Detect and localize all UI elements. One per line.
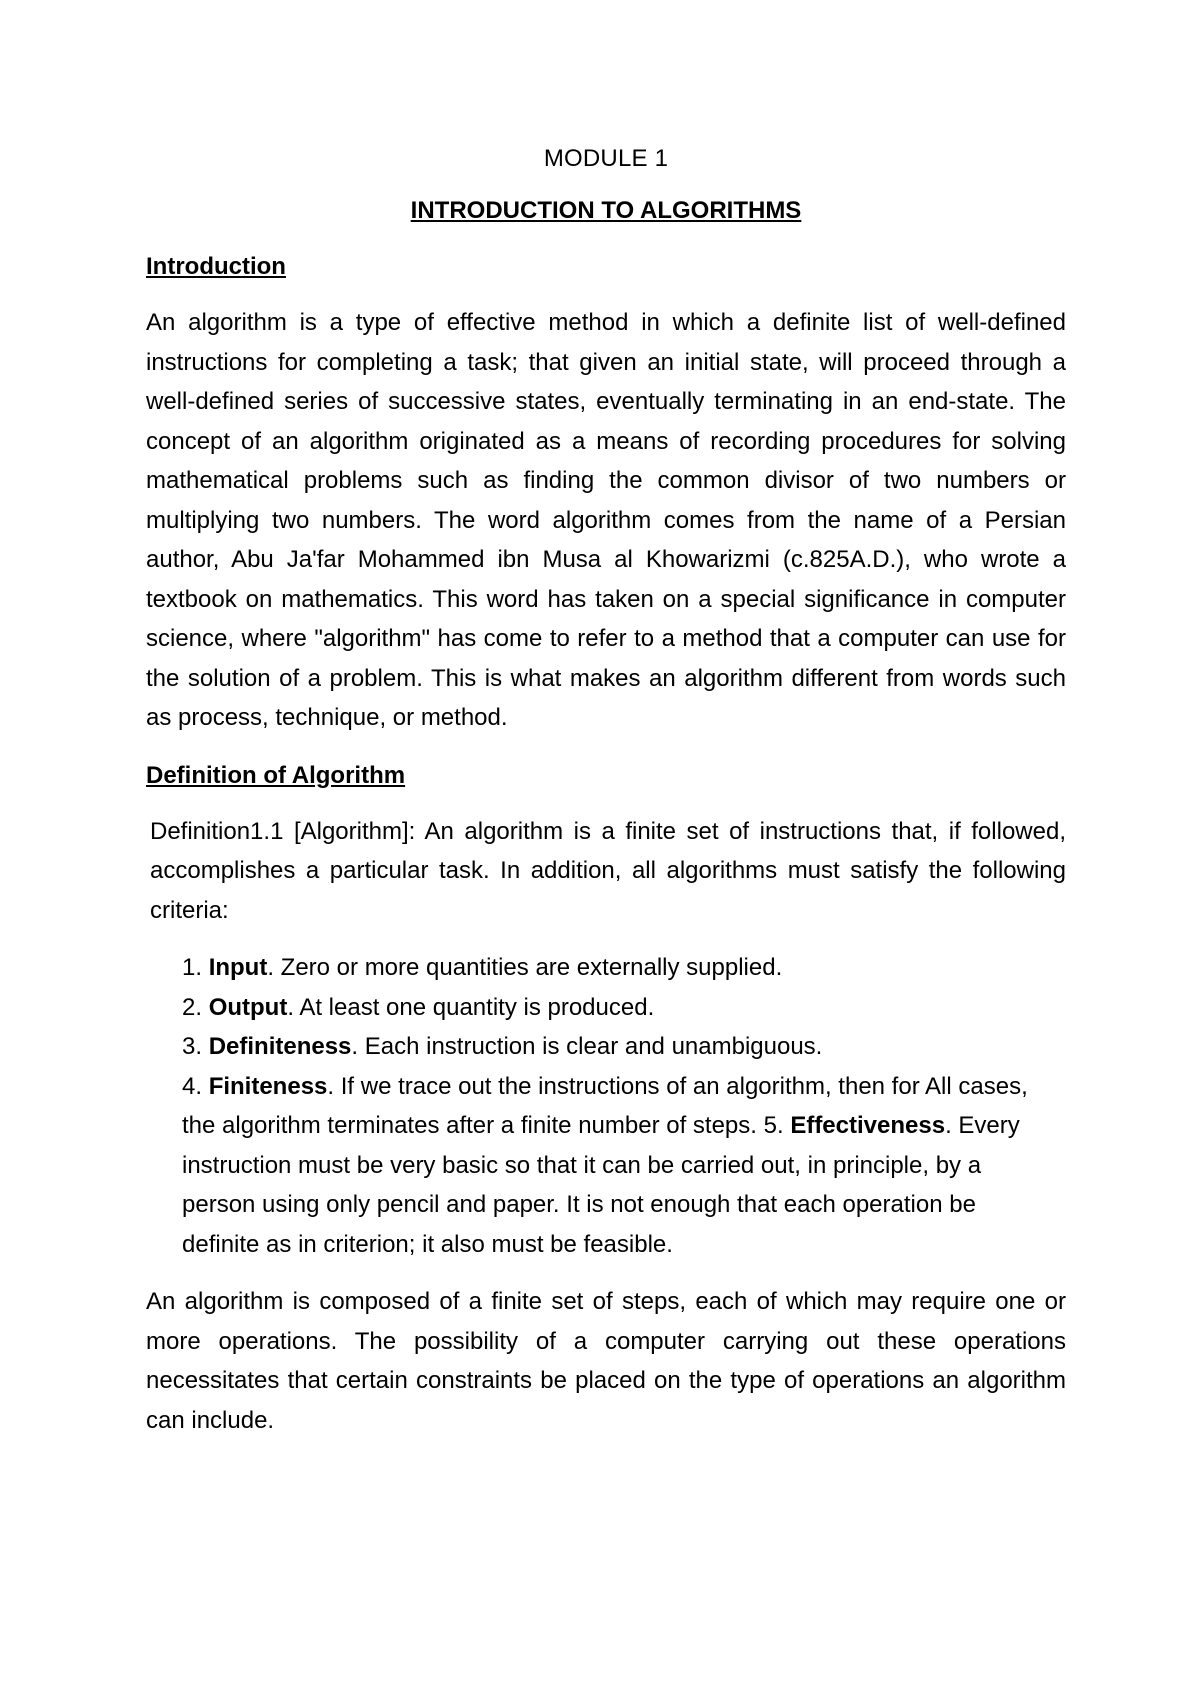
definition-paragraph: Definition1.1 [Algorithm]: An algorithm is a finite set of instructions that, if followed, accomplishes a particular task. In addition, all algorithms must satisfy the following criteria:	[150, 817, 1066, 924]
page-title: INTRODUCTION TO ALGORITHMS	[410, 197, 802, 224]
criterion-term: Output	[208, 993, 288, 1021]
criterion-term: Input	[208, 954, 268, 981]
criteria-list	[146, 948, 1066, 1264]
criterion-number: 4.	[182, 1072, 203, 1100]
criterion-term: Finiteness	[208, 1072, 328, 1100]
intro-paragraph: An algorithm is a type of effective method in which a definite list of well-defined instructions for completing a task; that given an initial state, will proceed through a well-defined series of successive states, eventually terminating in an end-state. The concept of an algorithm originated as a means of recording procedures for solving mathematical problems such as finding the common divisor of two numbers or multiplying two numbers. The word algorithm comes from the name of a Persian author, Abu Ja'far Mohammed ibn Musa al Khowarizmi (c.825A.D.), who wrote a textbook on mathematics. This word has taken on a special significance in computer science, where "algorithm" has come to refer to a method that a computer can use for the solution of a problem. This is what makes an algorithm different from words such as process, technique, or method.	[146, 309, 1066, 731]
criterion-number: 3.	[182, 1033, 203, 1060]
criterion-number: 2.	[182, 993, 203, 1021]
criterion-text: . Every instruction must be very basic so that it can be carried out, in principle, by a person using only pencil and paper. It is not enough that each operation be definite as in criterion; it also must be feasible.	[182, 1112, 1020, 1258]
criterion-item	[182, 1067, 1046, 1265]
criterion-text: . If we trace out the instructions of an algorithm, then for All cases, the algorithm terminates after a finite number of steps. 5.	[182, 1072, 1028, 1139]
closing-paragraph: An algorithm is composed of a finite set of steps, each of which may require one or more operations. The possibility of a computer carrying out these operations necessitates that certain constraints be placed on the type of operations an algorithm can include.	[146, 1288, 1066, 1434]
document-content	[146, 143, 1066, 1462]
criterion-text: . Each instruction is clear and unambiguous.	[351, 1033, 823, 1060]
criterion-number: 1.	[182, 954, 203, 981]
definition-heading: Definition of Algorithm	[146, 761, 406, 789]
criterion-text: . Zero or more quantities are externally supplied.	[267, 954, 783, 981]
module-label: MODULE 1	[543, 145, 669, 172]
criterion-text: . At least one quantity is produced.	[287, 993, 655, 1021]
criterion-item	[182, 948, 1046, 988]
intro-heading: Introduction	[146, 253, 286, 280]
criterion-item	[182, 988, 1046, 1028]
criterion-term: Effectiveness	[790, 1112, 946, 1139]
criterion-term: Definiteness	[208, 1033, 352, 1060]
criterion-item	[182, 1027, 1046, 1067]
